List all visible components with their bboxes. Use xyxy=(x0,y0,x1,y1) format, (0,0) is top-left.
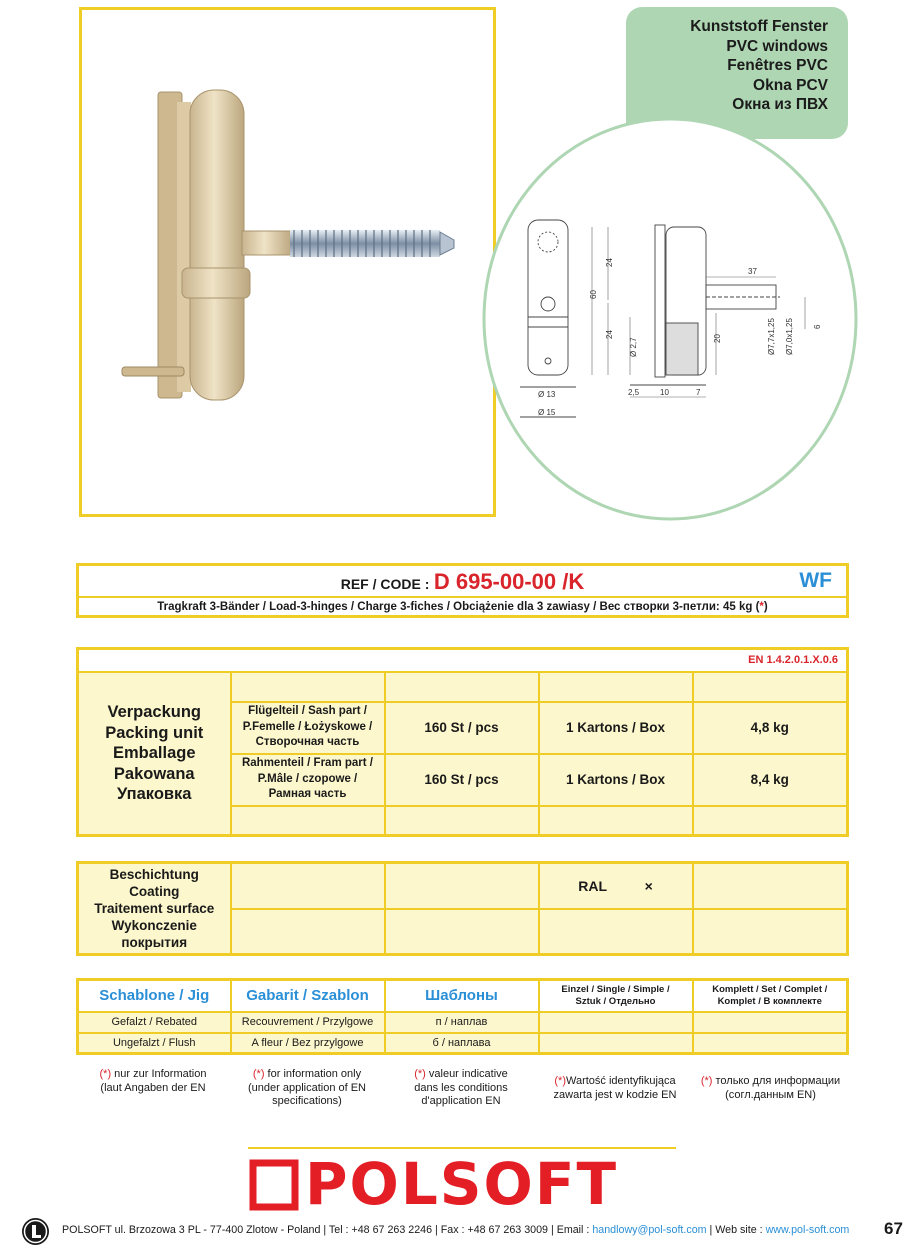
hinge-photo xyxy=(82,10,493,514)
empty-cell xyxy=(231,806,385,836)
note-line: (under application of EN xyxy=(247,1081,366,1094)
footer-email-link[interactable]: handlowy@pol-soft.com xyxy=(592,1224,707,1236)
dim-label: 10 xyxy=(660,388,669,397)
dim-label: Ø 15 xyxy=(538,408,556,417)
empty-cell xyxy=(385,806,539,836)
note-line: (*) nur zur Information xyxy=(99,1068,207,1080)
category-line: Kunststoff Fenster xyxy=(690,18,828,35)
dim-label: 24 xyxy=(605,330,614,339)
part-line: Рамная часть xyxy=(268,788,347,801)
coating-title-line: покрытия xyxy=(121,935,188,950)
empty-cell xyxy=(539,806,693,836)
empty-cell xyxy=(231,909,385,955)
empty-cell xyxy=(539,1012,693,1033)
polsoft-logo xyxy=(247,1150,677,1218)
dim-label: 60 xyxy=(589,290,598,299)
empty-cell xyxy=(231,863,385,909)
part-line: P.Femelle / Łożyskowe / xyxy=(242,720,373,733)
note-star: (*) xyxy=(554,1075,566,1087)
part-line: Rahmenteil / Fram part / xyxy=(241,757,373,770)
set-header xyxy=(693,980,848,1012)
divider xyxy=(79,596,846,598)
jig-cell: A fleur / Bez przylgowe xyxy=(231,1033,385,1054)
category-line: Окна из ПВХ xyxy=(732,96,828,113)
box-count: 1 Kartons / Box xyxy=(539,754,693,806)
note-star: (*) xyxy=(700,1075,713,1087)
coating-title xyxy=(78,863,231,955)
footer-address: POLSOFT ul. Brzozowa 3 PL - 77-400 Zlotow - Poland | Tel : +48 67 263 2246 | Fax : +48 67 263 3009 | Email : xyxy=(62,1224,593,1236)
category-line: Fenêtres PVC xyxy=(727,57,828,74)
jig-cell: Gefalzt / Rebated xyxy=(78,1012,231,1033)
empty-cell xyxy=(539,1033,693,1054)
dim-label: Ø 13 xyxy=(538,390,556,399)
ral-value: × xyxy=(644,877,653,894)
jig-cell: Ungefalzt / Flush xyxy=(78,1033,231,1054)
ref-line xyxy=(79,569,846,597)
note-line: (*) только для информации xyxy=(700,1075,841,1087)
packing-title-line: Packing unit xyxy=(105,723,204,742)
load-text: Tragkraft 3-Bänder / Load-3-hinges / Charge 3-fiches / Obciążenie dla 3 zawiasy / Вес створки 3-петли: 45 kg ( xyxy=(157,601,760,613)
empty-cell xyxy=(693,672,848,702)
set-header-line: Komplett / Set / Complet / xyxy=(712,983,828,995)
footnote xyxy=(386,1068,536,1109)
note-line: specifications) xyxy=(272,1095,342,1107)
empty-cell xyxy=(693,1012,848,1033)
dim-label: 6 xyxy=(813,324,822,329)
note-line: dans les conditions xyxy=(414,1081,508,1094)
category-line: Okna PCV xyxy=(753,76,828,94)
dim-label: 2,5 xyxy=(628,388,640,397)
packing-title-line: Pakowana xyxy=(113,764,195,783)
ref-label: REF / CODE : xyxy=(340,576,430,592)
quantity: 160 St / pcs xyxy=(385,754,539,806)
single-header-line: Sztuk / Отдельно xyxy=(575,995,656,1007)
empty-cell xyxy=(693,1033,848,1054)
dim-label: Ø7,0x1,25 xyxy=(785,318,794,355)
packing-title-line: Verpackung xyxy=(107,703,202,721)
note-star: (*) xyxy=(414,1068,426,1080)
note-line: (*) valeur indicative xyxy=(414,1068,508,1080)
empty-cell xyxy=(693,909,848,955)
table-row xyxy=(78,1012,848,1033)
category-line: PVC windows xyxy=(726,37,828,55)
part-line: Flügelteil / Sash part / xyxy=(248,705,367,718)
coating-title-line: Coating xyxy=(129,884,180,899)
load-capacity xyxy=(79,601,846,613)
weight: 8,4 kg xyxy=(693,754,848,806)
note-line: (*)Wartość identyfikująca xyxy=(554,1075,676,1087)
part-name xyxy=(231,754,385,806)
note-line: zawarta jest w kodzie EN xyxy=(553,1088,677,1101)
coating-table xyxy=(76,861,849,956)
footer-web-label: | Web site : xyxy=(706,1224,766,1236)
single-header-line: Einzel / Single / Simple / xyxy=(561,983,670,995)
part-name xyxy=(231,702,385,754)
jig-cell: б / наплава xyxy=(385,1033,539,1054)
note-star: (*) xyxy=(252,1068,265,1080)
footnote xyxy=(78,1068,228,1095)
empty-cell xyxy=(539,909,693,955)
dim-label: 24 xyxy=(605,258,614,267)
jig-header: Шаблоны xyxy=(385,980,539,1012)
jig-header: Gabarit / Szablon xyxy=(231,980,385,1012)
footnote xyxy=(232,1068,382,1109)
dim-label: Ø7,7x1,25 xyxy=(767,318,776,355)
packing-table xyxy=(76,647,849,837)
part-line: P.Mâle / czopowe / xyxy=(257,772,358,785)
ref-code: D 695-00-00 /K xyxy=(433,569,585,594)
quantity: 160 St / pcs xyxy=(385,702,539,754)
logo-text: POLSOFT xyxy=(305,1150,619,1218)
empty-cell xyxy=(385,672,539,702)
part-line: Створочная часть xyxy=(255,736,360,749)
weight: 4,8 kg xyxy=(693,702,848,754)
ref-code-box xyxy=(76,563,849,618)
packing-title-line: Emballage xyxy=(112,744,196,762)
company-badge-icon xyxy=(22,1218,49,1245)
load-end: ) xyxy=(763,601,768,613)
en-standard: EN 1.4.2.0.1.X.0.6 xyxy=(78,649,848,672)
divider xyxy=(248,1147,676,1149)
packing-title xyxy=(78,672,231,836)
box-count: 1 Kartons / Box xyxy=(539,702,693,754)
logo-square-icon xyxy=(249,1159,299,1211)
empty-cell xyxy=(693,806,848,836)
product-photo-frame xyxy=(79,7,496,517)
ref-badge: WF xyxy=(799,569,832,592)
coating-title-line: Beschichtung xyxy=(109,867,199,882)
note-line: d'application EN xyxy=(421,1095,501,1107)
empty-cell xyxy=(231,672,385,702)
set-header-line: Komplet / В комплекте xyxy=(717,995,822,1007)
note-line: (согл.данным EN) xyxy=(725,1088,816,1101)
single-header xyxy=(539,980,693,1012)
page-number: 67 xyxy=(884,1219,903,1238)
jig-header: Schablone / Jig xyxy=(78,980,231,1012)
jig-table xyxy=(76,978,849,1055)
coating-title-line: Traitement surface xyxy=(94,901,215,916)
empty-cell xyxy=(693,863,848,909)
footer-contact xyxy=(62,1224,849,1236)
dim-label: Ø 2,7 xyxy=(629,337,638,357)
note-star: (*) xyxy=(99,1068,112,1080)
dim-label: 7 xyxy=(696,388,701,397)
packing-title-line: Упаковка xyxy=(117,785,192,803)
ral-cell xyxy=(539,863,693,909)
coating-title-line: Wykonczenie xyxy=(111,918,197,933)
load-star: * xyxy=(759,601,764,613)
ral-label: RAL xyxy=(578,877,607,894)
table-row xyxy=(78,1033,848,1054)
footnote xyxy=(693,1075,848,1102)
jig-cell: Recouvrement / Przylgowe xyxy=(231,1012,385,1033)
empty-cell xyxy=(539,672,693,702)
footnote xyxy=(540,1075,690,1102)
empty-cell xyxy=(385,863,539,909)
footer-web-link[interactable]: www.pol-soft.com xyxy=(765,1224,850,1236)
technical-drawing xyxy=(480,117,860,522)
note-line: (*) for information only xyxy=(252,1068,362,1080)
dim-label: 37 xyxy=(748,267,757,276)
dim-label: 20 xyxy=(713,334,722,343)
note-line: (laut Angaben der EN xyxy=(100,1081,206,1094)
jig-cell: п / наплав xyxy=(385,1012,539,1033)
empty-cell xyxy=(385,909,539,955)
